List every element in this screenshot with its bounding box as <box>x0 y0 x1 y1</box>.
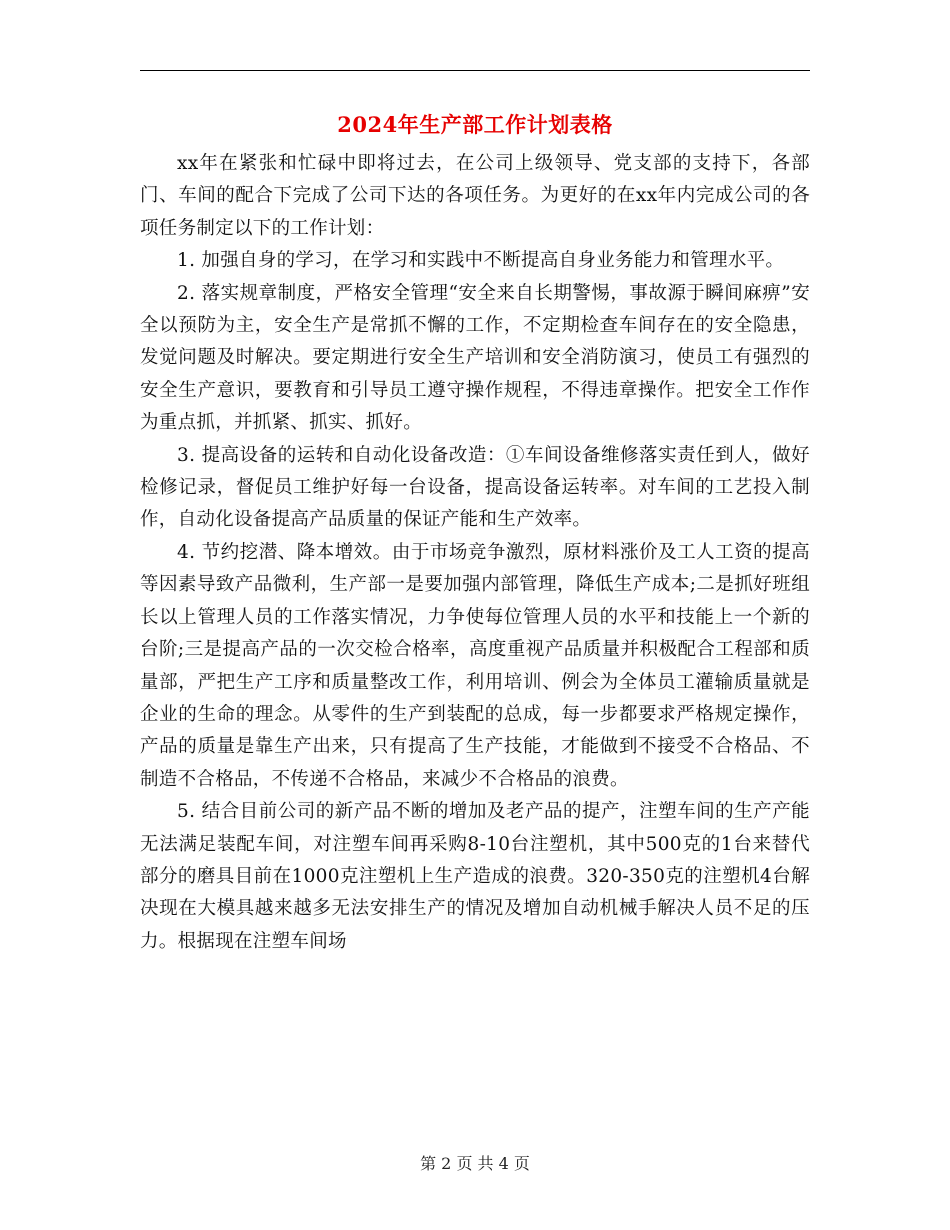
document-body <box>140 148 810 958</box>
header-rule <box>140 70 810 71</box>
page-footer <box>0 1152 950 1176</box>
plan-item-3: 3. 提高设备的运转和自动化设备改造：①车间设备维修落实责任到人，做好检修记录，督促员工维护好每一台设备，提高设备运转率。对车间的工艺投入制作，自动化设备提高产品质量的保证产能和生产效率。 <box>140 444 810 531</box>
page-number-label: 第 2 页 共 4 页 <box>420 1154 530 1173</box>
document-title: 2024年生产部工作计划表格 <box>337 112 613 137</box>
plan-item-2: 2. 落实规章制度，严格安全管理“安全来自长期警惕，事故源于瞬间麻痹”安全以预防为主，安全生产是常抓不懈的工作，不定期检查车间存在的安全隐患，发觉问题及时解决。要定期进行安全生产培训和安全消防演习，使员工有强烈的安全生产意识，要教育和引导员工遵守操作规程，不得违章操作。把安全工作作为重点抓，并抓紧、抓实、抓好。 <box>140 282 810 434</box>
plan-item-4: 4. 节约挖潜、降本增效。由于市场竞争激烈，原材料涨价及工人工资的提高等因素导致产品微利，生产部一是要加强内部管理，降低生产成本;二是抓好班组长以上管理人员的工作落实情况，力争使每位管理人员的水平和技能上一个新的台阶;三是提高产品的一次交检合格率，高度重视产品质量并积极配合工程部和质量部，严把生产工序和质量整改工作，利用培训、例会为全体员工灌输质量就是企业的生命的理念。从零件的生产到装配的总成，每一步都要求严格规定操作，产品的质量是靠生产出来，只有提高了生产技能，才能做到不接受不合格品、不制造不合格品，不传递不合格品，来减少不合格品的浪费。 <box>140 541 810 790</box>
plan-item-5: 5. 结合目前公司的新产品不断的增加及老产品的提产，注塑车间的生产产能无法满足装配车间，对注塑车间再采购8-10台注塑机，其中500克的1台来替代部分的磨具目前在1000克注塑机上生产造成的浪费。320-350克的注塑机4台解决现在大模具越来越多无法安排生产的情况及增加自动机械手解决人员不足的压力。根据现在注塑车间场 <box>140 801 810 952</box>
plan-item-1: 1. 加强自身的学习，在学习和实践中不断提高自身业务能力和管理水平。 <box>177 250 785 272</box>
intro-paragraph: xx年在紧张和忙碌中即将过去，在公司上级领导、党支部的支持下，各部门、车间的配合下完成了公司下达的各项任务。为更好的在xx年内完成公司的各项任务制定以下的工作计划： <box>140 153 810 239</box>
